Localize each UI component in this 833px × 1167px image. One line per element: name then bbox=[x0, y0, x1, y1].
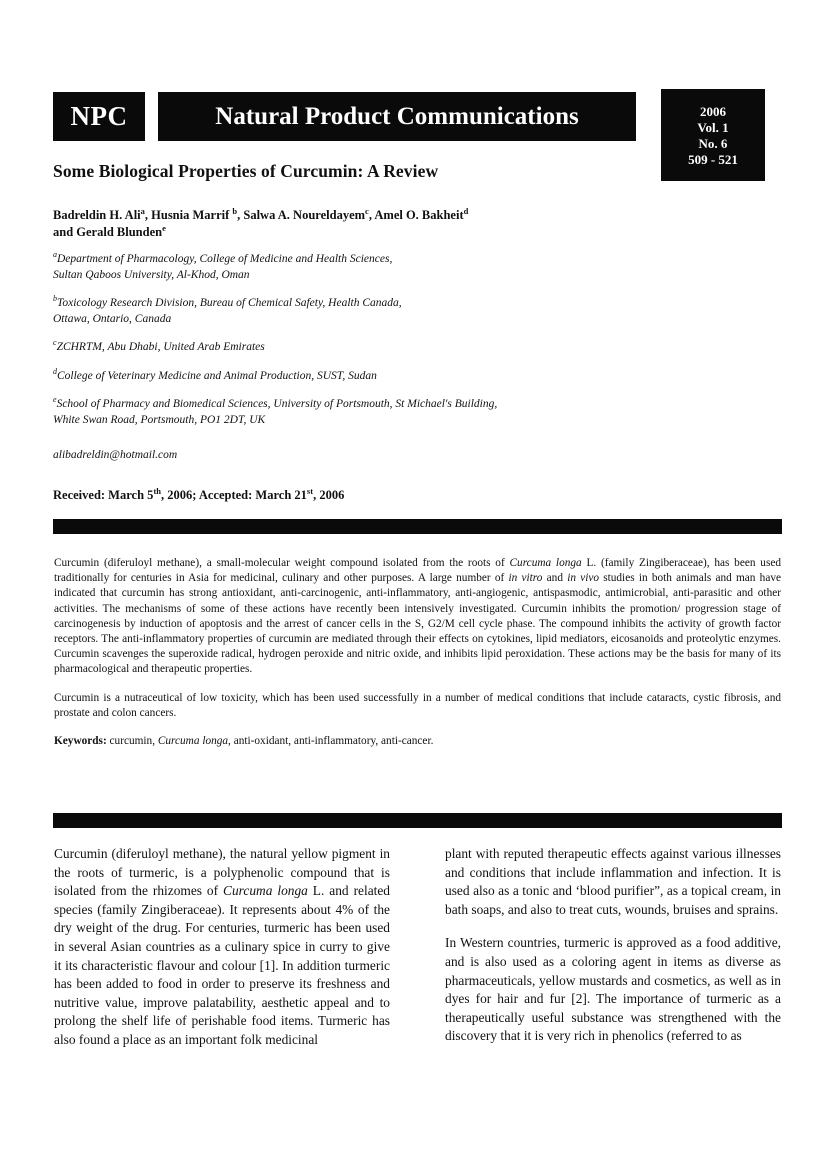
affiliation-line: Toxicology Research Division, Bureau of Chemical Safety, Health Canada, bbox=[57, 297, 402, 309]
affiliation-marker: c bbox=[53, 338, 57, 348]
affiliation-marker: b bbox=[53, 294, 57, 304]
abstract-bottom-rule bbox=[53, 813, 782, 828]
issue-number: No. 6 bbox=[698, 136, 728, 151]
accepted-year: , 2006 bbox=[313, 488, 345, 502]
abstract-text: Curcumin (diferuloyl methane), a small-molecular weight compound isolated from the roots of bbox=[54, 557, 510, 569]
author-name-1: Badreldin H. Ali bbox=[53, 208, 141, 222]
abstract-section bbox=[54, 556, 781, 749]
keywords-label: Keywords: bbox=[54, 735, 107, 748]
author-affil-marker-d: d bbox=[463, 205, 469, 216]
accepted-label: , 2006; Accepted: March 21 bbox=[161, 488, 307, 502]
journal-title-text: Natural Product Communications bbox=[215, 103, 579, 130]
affiliation-line: White Swan Road, Portsmouth, PO1 2DT, UK bbox=[53, 413, 266, 426]
body-paragraph: In Western countries, turmeric is approved as a food additive, and is also used as a coloring agent in items as diverse as pharmaceuticals, yellow mustards and cosmetics, as well as in dyes for hair and fur [2]. The importance of turmeric as a therapeutically useful substance was strengthened with the discovery that it is very rich in phenolics (referred to as bbox=[445, 935, 781, 1044]
affiliation-line: ZCHRTM, Abu Dhabi, United Arab Emirates bbox=[56, 341, 265, 353]
author-name-3: , Salwa A. Noureldayem bbox=[237, 208, 366, 222]
issue-volume: Vol. 1 bbox=[697, 120, 729, 135]
author-affil-marker-b: b bbox=[232, 205, 238, 216]
affiliation-line: Ottawa, Ontario, Canada bbox=[53, 312, 172, 325]
journal-logo-box bbox=[53, 92, 145, 141]
body-text: Curcumin (diferuloyl methane), the natural yellow pigment in the roots of turmeric, is a polyphenolic compound that is isolated from the rhizomes of bbox=[54, 846, 390, 899]
affiliation-item bbox=[53, 296, 673, 327]
affiliation-marker: e bbox=[53, 395, 57, 405]
affiliation-marker: d bbox=[53, 366, 57, 376]
author-affil-marker-c: c bbox=[365, 205, 369, 216]
keywords-text: , anti-oxidant, anti-inflammatory, anti-cancer. bbox=[228, 735, 434, 748]
abstract-paragraph-1 bbox=[54, 556, 781, 678]
affiliation-line: Sultan Qaboos University, Al-Khod, Oman bbox=[53, 268, 250, 281]
keywords-text: curcumin, bbox=[106, 735, 158, 748]
body-text: L. and related species (family Zingiberaceae). It represents about 4% of the dry weight of the drug. For centuries, turmeric has been used in several Asian countries as a culinary spice in curry to give it its characteristic flavour and colour [1]. In addition turmeric has been added to food in order to preserve its freshness and nutritive value, improve palatability, aesthetic appeal and to prolong the shelf life of perishable food items. Turmeric has also found a place as an important folk medicinal bbox=[54, 883, 391, 1047]
received-ordinal: th bbox=[153, 485, 161, 496]
article-body bbox=[54, 845, 781, 1145]
accepted-ordinal: st bbox=[306, 485, 314, 496]
issue-year: 2006 bbox=[700, 104, 726, 119]
affiliation-item bbox=[53, 366, 673, 385]
received-accepted-dates bbox=[53, 487, 344, 503]
journal-title-box bbox=[158, 92, 636, 141]
body-column-left bbox=[54, 845, 390, 1145]
abstract-top-rule bbox=[53, 519, 782, 534]
author-name-5: and Gerald Blunden bbox=[53, 225, 163, 239]
abstract-text: L. (family Zingiberaceae), has been used traditionally for centuries in Asia for medicinal, culinary and other purposes. A large number of bbox=[54, 557, 781, 585]
abstract-paragraph-2: Curcumin is a nutraceutical of low toxicity, which has been used successfully in a number of medical conditions that include cataracts, cystic fibrosis, and prostate and colon cancers. bbox=[54, 691, 781, 719]
affiliation-line: Department of Pharmacology, College of Medicine and Health Sciences, bbox=[57, 253, 393, 265]
issue-pages: 509 - 521 bbox=[688, 152, 738, 167]
affiliation-item bbox=[53, 340, 673, 356]
corresponding-email[interactable]: alibadreldin@hotmail.com bbox=[53, 449, 178, 461]
article-title: Some Biological Properties of Curcumin: A Review bbox=[53, 161, 439, 181]
affiliation-item bbox=[53, 252, 673, 283]
affiliation-marker: a bbox=[53, 250, 57, 260]
affiliation-item bbox=[53, 397, 673, 428]
issue-info-box bbox=[661, 89, 765, 181]
in-vivo-term: in vivo bbox=[567, 572, 600, 585]
author-affil-marker-a: a bbox=[140, 205, 145, 216]
affiliation-line: College of Veterinary Medicine and Animal Production, SUST, Sudan bbox=[57, 369, 377, 382]
author-name-2: , Husnia Marrif bbox=[144, 208, 233, 222]
abstract-text: studies in both animals and man have indicated that curcumin has strong antioxidant, anti-carcinogenic, anti-inflammatory, anti-angiogenic, antispasmodic, antimicrobial, anti-parasitic and other activities. The mechanisms of some of these actions have recently been intensively investigated. Curcumin inhibits the promotion/ progression stage of carcinogenesis by induction of apoptosis and the arrest of cancer cells in the S, G2/M cell cycle phase. The compound inhibits the activity of growth factor receptors. The anti-inflammatory properties of curcumin are mediated through their effects on cytokines, lipid mediators, eicosanoids and proteolytic enzymes. Curcumin scavenges the superoxide radical, hydrogen peroxide and nitric oxide, and inhibits lipid peroxidation. These actions may be the basis for many of its pharmacological and therapeutic properties. bbox=[54, 572, 781, 676]
body-column-right bbox=[445, 845, 781, 1145]
keywords-line bbox=[54, 734, 781, 749]
journal-logo-text: NPC bbox=[70, 101, 128, 131]
affiliation-list bbox=[53, 252, 673, 464]
species-name: Curcuma longa bbox=[223, 883, 308, 899]
author-name-4: , Amel O. Bakheit bbox=[368, 208, 464, 222]
keywords-species: Curcuma longa bbox=[157, 735, 229, 748]
received-label: Received: March 5 bbox=[53, 488, 154, 502]
body-paragraph: plant with reputed therapeutic effects against various illnesses and conditions that include inflammation and infection. It is used also as a tonic and ‘blood purifier”, as a topical cream, in bath soaps, and also to treat cuts, wounds, bruises and sprains. bbox=[445, 846, 781, 917]
body-paragraph bbox=[54, 845, 390, 1050]
abstract-text: and bbox=[542, 572, 568, 585]
species-name: Curcuma longa bbox=[509, 557, 582, 569]
author-affil-marker-e: e bbox=[162, 222, 166, 233]
author-list bbox=[53, 207, 653, 241]
affiliation-line: School of Pharmacy and Biomedical Sciences, University of Portsmouth, St Michael's Building, bbox=[56, 398, 498, 410]
in-vitro-term: in vitro bbox=[508, 572, 543, 585]
